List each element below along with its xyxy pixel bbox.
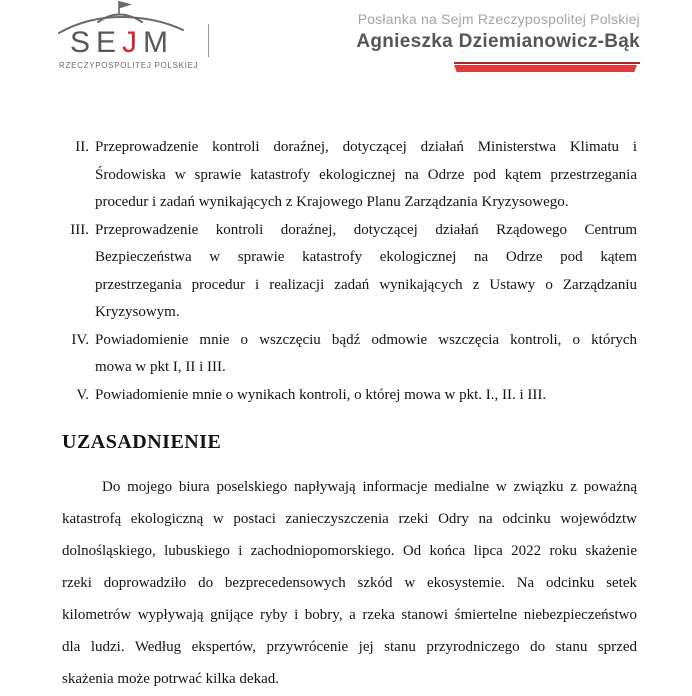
red-underline-decoration [356, 62, 640, 72]
red-underline-thick-bar [454, 65, 637, 72]
item-text-line: Bezpieczeństwa w sprawie katastrofy ekologicznej na Odrze pod kątem [95, 249, 637, 265]
item-text-line: Kryzysowym. [95, 304, 180, 320]
red-underline-thin-bar [454, 62, 640, 64]
mp-name: Agnieszka Dziemianowicz-Bąk [356, 31, 640, 52]
justification-heading: UZASADNIENIE [62, 431, 222, 453]
item-text [95, 217, 637, 327]
logo-letters-gray-right: M [143, 26, 175, 59]
item-text-line: Powiadomienie mnie o wynikach kontroli, o której mowa w pkt. I., II. i III. [95, 386, 547, 403]
logo-letters-gray-left: SE [70, 26, 123, 59]
item-text [95, 327, 637, 382]
sejm-logo-wordmark [70, 26, 174, 60]
item-text [95, 382, 637, 410]
list-item [62, 382, 637, 410]
item-roman-numeral: V. [76, 386, 89, 403]
list-item [62, 327, 637, 382]
paragraph-line: dla ludzi. Według ekspertów, przywrócenie jej stanu przyrodniczego do stanu sprzed [62, 639, 637, 655]
logo-letter-red-j: J [122, 26, 144, 59]
item-text-line: Środowiska w sprawie katastrofy ekologicznej na Odrze pod kątem przestrzegania [95, 166, 637, 183]
paragraph-line: dolnośląskiego, lubuskiego i zachodniopomorskiego. Od końca lipca 2022 roku skażenie [62, 543, 637, 559]
header-divider [208, 24, 209, 57]
item-text-line: Powiadomienie mnie o wszczęciu bądź odmowie wszczęcia kontroli, o których [95, 331, 637, 348]
item-text-line: Przeprowadzenie kontroli doraźnej, dotyczącej działań Ministerstwa Klimatu i [95, 139, 637, 155]
item-roman-numeral: IV. [71, 331, 89, 348]
item-roman-numeral: II. [75, 139, 89, 155]
paragraph-line: katastrofą ekologiczną w postaci zanieczyszczenia rzeki Odry na odcinku województw [62, 511, 637, 527]
paragraph-line: Do mojego biura poselskiego napływają informacje medialne w związku z poważną [102, 479, 637, 495]
paragraph-line: kilometrów wypływają gnijące ryby i bobry, a rzeka stanowi śmiertelne niebezpieczeństwo [62, 607, 637, 623]
mp-identity-block [356, 11, 640, 72]
mp-role-line: Posłanka na Sejm Rzeczypospolitej Polskiej [357, 11, 640, 27]
item-roman-numeral: III. [70, 221, 89, 238]
logo-subtitle: RZECZYPOSPOLITEJ POLSKIEJ [59, 61, 199, 70]
paragraph-line: skażenia może potrwać kilka dekad. [62, 671, 279, 687]
paragraph-line: rzeki doprowadziło do bezprecedensowych szkód w ekosystemie. Na odcinku setek [62, 575, 637, 591]
item-text-line: Przeprowadzenie kontroli doraźnej, dotyczącej działań Rządowego Centrum [95, 221, 637, 238]
item-text-line: przestrzegania procedur i realizacji zadań wynikających z Ustawy o Zarządzaniu [95, 276, 637, 293]
justification-paragraph [62, 471, 637, 695]
petition-list [62, 134, 637, 409]
item-text [95, 134, 637, 217]
item-text-line: procedur i zadań wynikających z Krajowego Planu Zarządzania Kryzysowego. [95, 194, 569, 210]
item-text-line: mowa w pkt I, II i III. [95, 359, 226, 375]
list-item [62, 134, 637, 217]
list-item [62, 217, 637, 327]
flag-icon [119, 1, 132, 14]
